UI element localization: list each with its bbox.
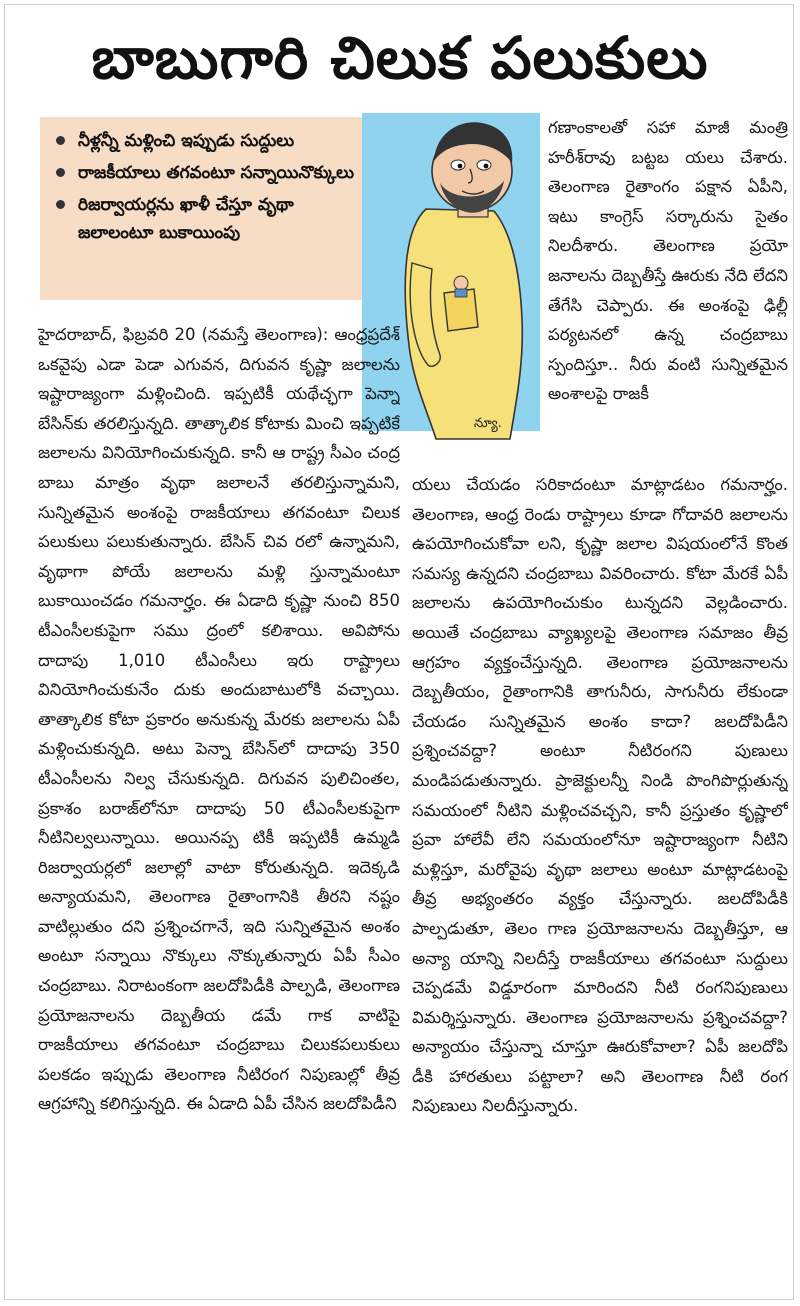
- pupil-right: [484, 164, 489, 169]
- highlight-item: [54, 191, 356, 247]
- pocket-figure-body: [455, 289, 467, 297]
- bullet-icon: [56, 136, 65, 145]
- highlights-list: [54, 127, 356, 247]
- highlight-text: నీళ్లన్నీ మళ్లించి ఇప్పుడు సుద్దులు: [78, 131, 295, 151]
- headline: బాబుగారి చిలుక పలుకులు: [91, 24, 709, 92]
- highlight-text: రాజకీయాలు తగవంటూ సన్నాయినొక్కులు: [78, 163, 355, 183]
- highlight-text: రిజర్వాయర్లను ఖాళీ చేస్తూ వృథా జలాలంటూ బుకాయింపు: [78, 195, 294, 243]
- article-column-right-top: గణాంకాలతో సహా మాజీ మంత్రి హరీశ్‌రావు బట్టబ యలు చేశారు. తెలంగాణ రైతాంగం పక్షాన ఏపీని, ఇటు కాంగ్రెస్ సర్కారును సైతం నిలదీశారు. తెలంగాణ ప్రయో జనాలను దెబ్బతీస్తే ఊరుకు నేది లేదని తేగేసి చెప్పారు. ఈ అంశంపై ఢిల్లీ పర్యటనలో ఉన్న చంద్రబాబు స్పందిస్తూ.. నీరు వంటి సున్నితమైన అంశాలపై రాజకీ: [548, 118, 788, 404]
- highlight-item: [54, 127, 356, 155]
- artist-signature: న్యూ.: [474, 416, 502, 431]
- highlight-item: [54, 159, 356, 187]
- bullet-icon: [56, 200, 65, 209]
- pocket-figure-head: [454, 276, 468, 290]
- bullet-icon: [56, 168, 65, 177]
- article-column-right: యలు చేయడం సరికాదంటూ మాట్లాడటం గమనార్హం. తెలంగాణ, ఆంధ్ర రెండు రాష్ట్రాలు కూడా గోదావరి జలాలను ఉపయోగించుకోవా లని, కృష్ణా జలాల విషయంలోనే కొంత సమస్య ఉన్నదని చంద్రబాబు వివరించారు. కోటా మేరకే ఏపీ జలాలను ఉపయోగించుకుం టున్నదని వెల్లడించారు. అయితే చంద్రబాబు వ్యాఖ్యలపై తెలంగాణ సమాజం తీవ్ర ఆగ్రహం వ్యక్తంచేస్తున్నది. తెలంగాణ ప్రయోజనాలను దెబ్బతీయం, రైతాంగానికి తాగునీరు, సాగునీరు లేకుండా చేయడం సున్నితమైన అంశం కాదా? జలదోపిడీని ప్రశ్నించవద్దా? అంటూ నీటిరంగని పుణులు మండిపడుతున్నారు. ప్రాజెక్టులన్నీ నిండి పొంగిపొర్లుతున్న సమయంలో నీటిని మళ్లించవచ్చని, కానీ ప్రస్తుతం కృష్ణాలో ప్రవా హాలేవీ లేని సమయంలోనూ ఇష్టారాజ్యంగా నీటిని మళ్లిస్తూ, మరోవైపు వృథా జలాలు అంటూ మాట్లాడటంపై తీవ్ర అభ్యంతరం వ్యక్తం చేస్తున్నారు. జలదోపిడీకి పాల్పడుతూ, తెలం గాణ ప్రయోజనాలను దెబ్బతీస్తూ, ఆ అన్యా యాన్ని నిలదీస్తే రాజకీయాలు తగవంటూ సుద్దులు చెప్పడమే విడ్డూరంగా మారిందని నీటి రంగనిపుణులు విమర్శిస్తున్నారు. తెలంగాణ ప్రయోజనాలను ప్రశ్నించవద్దా? అన్యాయం చేస్తున్నా చూస్తూ ఊరుకోవాలా? ఏపీ జలదోపి డీకి హారతులు పట్టాలా? అని తెలంగాణ నీటి రంగ నిపుణులు నిలదీస్తున్నారు.: [412, 475, 788, 1116]
- pupil-left: [458, 164, 463, 169]
- article-column-left: హైదరాబాద్, ఫిబ్రవరి 20 (నమస్తే తెలంగాణ): ఆంధ్రప్రదేశ్ ఒకవైపు ఎడా పెడా ఎగువన, దిగువన కృష్ణా జలాలను ఇష్టారాజ్యంగా మళ్లించింది. ఇప్పటికీ యథేచ్ఛగా పెన్నా బేసిన్‌కు తరలిస్తున్నది. తాత్కాలిక కోటాకు మించి ఇప్పటికే జలాలను వినియోగించుకున్నది. కానీ ఆ రాష్ట్ర సీఎం చంద్ర బాబు మాత్రం వృథా జలాలనే తరలిస్తున్నామని, సున్నితమైన అంశంపై రాజకీయాలు తగవంటూ చిలుక పలుకులు పలుకుతున్నారు. బేసిన్ చివ రలో ఉన్నామని, వృథాగా పోయే జలాలను మళ్లి స్తున్నామంటూ బుకాయించడం గమనార్హం. ఈ ఏడాది కృష్ణా నుంచి 850 టీఎంసీలకుపైగా సము ద్రంలో కలిశాయి. అవిపోను దాదాపు 1,010 టీఎంసీలు ఇరు రాష్ట్రాలు వినియోగించుకునేం దుకు అందుబాటులోకి వచ్చాయి. తాత్కాలిక కోటా ప్రకారం అనుకున్న మేరకు జలాలను ఏపీ మళ్లించుకున్నది. అటు పెన్నా బేసిన్‌లో దాదాపు 350 టీఎంసీలను నిల్వ చేసుకున్నది. దిగువన పులిచింతల, ప్రకాశం బరాజ్‌లోనూ దాదాపు 50 టీఎంసీలకుపైగా నీటినిల్వలున్నాయి. అయినప్ప టికీ ఇప్పటికీ ఉమ్మడి రిజర్వాయర్లలో జలాల్లో వాటా కోరుతున్నది. ఇదెక్కడి అన్యాయమని, తెలంగాణ రైతాంగానికి తీరని నష్టం వాటిల్లుతుం దని ప్రశ్నించగానే, ఇది సున్నితమైన అంశం అంటూ సన్నాయి నొక్కులు నొక్కుతున్నారు ఏపీ సీఎం చంద్రబాబు. నిరాటంకంగా జలదోపిడీకి పాల్పడి, తెలంగాణ ప్రయోజనాలను దెబ్బతీయ డమే గాక వాటిపై రాజకీయాలు తగవంటూ చంద్రబాబు చిలుకపలుకులు పలకడం ఇప్పుడు తెలంగాణ నీటిరంగ నిపుణుల్లో తీవ్ర ఆగ్రహాన్ని కలిగిస్తున్నది. ఈ ఏడాది ఏపీ చేసిన జలదోపిడీని: [38, 325, 400, 1114]
- highlights-box: [40, 117, 370, 300]
